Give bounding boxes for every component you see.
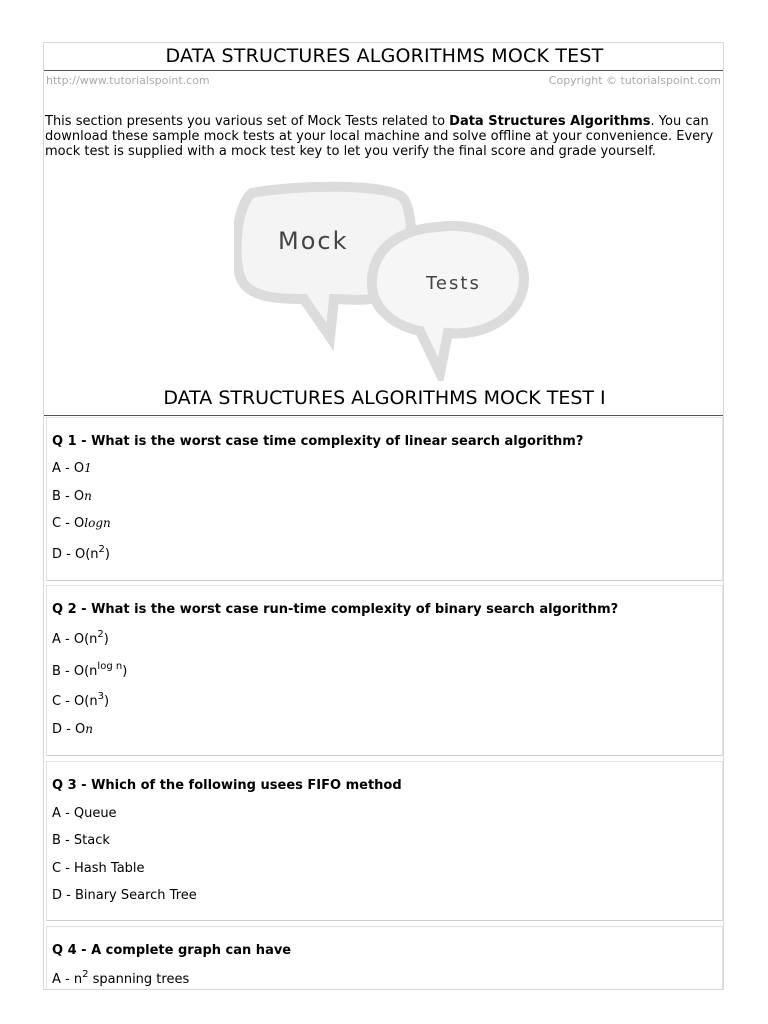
intro-text-start: This section presents you various set of Mock Tests related to [45, 114, 450, 129]
question-card [46, 585, 723, 756]
section-divider [44, 415, 723, 416]
copyright-notice: Copyright © tutorialspoint.com [548, 74, 721, 87]
answer-option[interactable]: D - On [52, 722, 93, 737]
answer-option[interactable]: C - $O(n^3)$ [52, 691, 110, 709]
intro-paragraph [45, 114, 720, 159]
answer-option[interactable]: A - O1 [52, 461, 92, 476]
answer-option[interactable]: B - $O(n^{log n})$ [52, 661, 128, 679]
answer-option[interactable]: D - $O(n^2)$ [52, 544, 110, 562]
intro-text-end: . You can download these sample mock tests at your local machine and solve offline at your convenience. Every mock test is supplied with a mock test key to let you verify the final score and grade yourself. [45, 114, 714, 159]
question-text: Q 1 - What is the worst case time complexity of linear search algorithm? [52, 434, 584, 449]
section-title: DATA STRUCTURES ALGORITHMS MOCK TEST I [163, 387, 606, 409]
answer-option[interactable]: D - Binary Search Tree [52, 888, 197, 903]
source-url[interactable]: http://www.tutorialspoint.com [46, 74, 210, 87]
answer-option[interactable]: C - Ologn [52, 516, 111, 531]
right-bubble-shape [372, 226, 524, 373]
logo-word-tests: Tests [426, 273, 481, 294]
answer-option[interactable]: A - Queue [52, 806, 117, 821]
intro-bold-topic: Data Structures Algorithms [449, 114, 651, 129]
document-page [43, 42, 724, 990]
answer-option[interactable]: B - On [52, 489, 92, 504]
answer-option[interactable]: A - $O(n^2)$ [52, 629, 109, 647]
question-card [46, 417, 723, 581]
title-divider [44, 70, 723, 71]
logo-word-mock: Mock [278, 227, 349, 255]
page-title: DATA STRUCTURES ALGORITHMS MOCK TEST [165, 45, 604, 67]
question-card [46, 926, 723, 989]
answer-option[interactable]: A - $n^2$ spanning trees [52, 969, 190, 987]
question-text: Q 2 - What is the worst case run-time complexity of binary search algorithm? [52, 602, 619, 617]
answer-option[interactable]: B - Stack [52, 833, 110, 848]
mock-tests-logo [234, 181, 534, 381]
question-text: Q 3 - Which of the following usees FIFO method [52, 778, 402, 793]
question-card [46, 761, 723, 921]
answer-option[interactable]: C - Hash Table [52, 861, 145, 876]
question-text: Q 4 - A complete graph can have [52, 943, 292, 958]
